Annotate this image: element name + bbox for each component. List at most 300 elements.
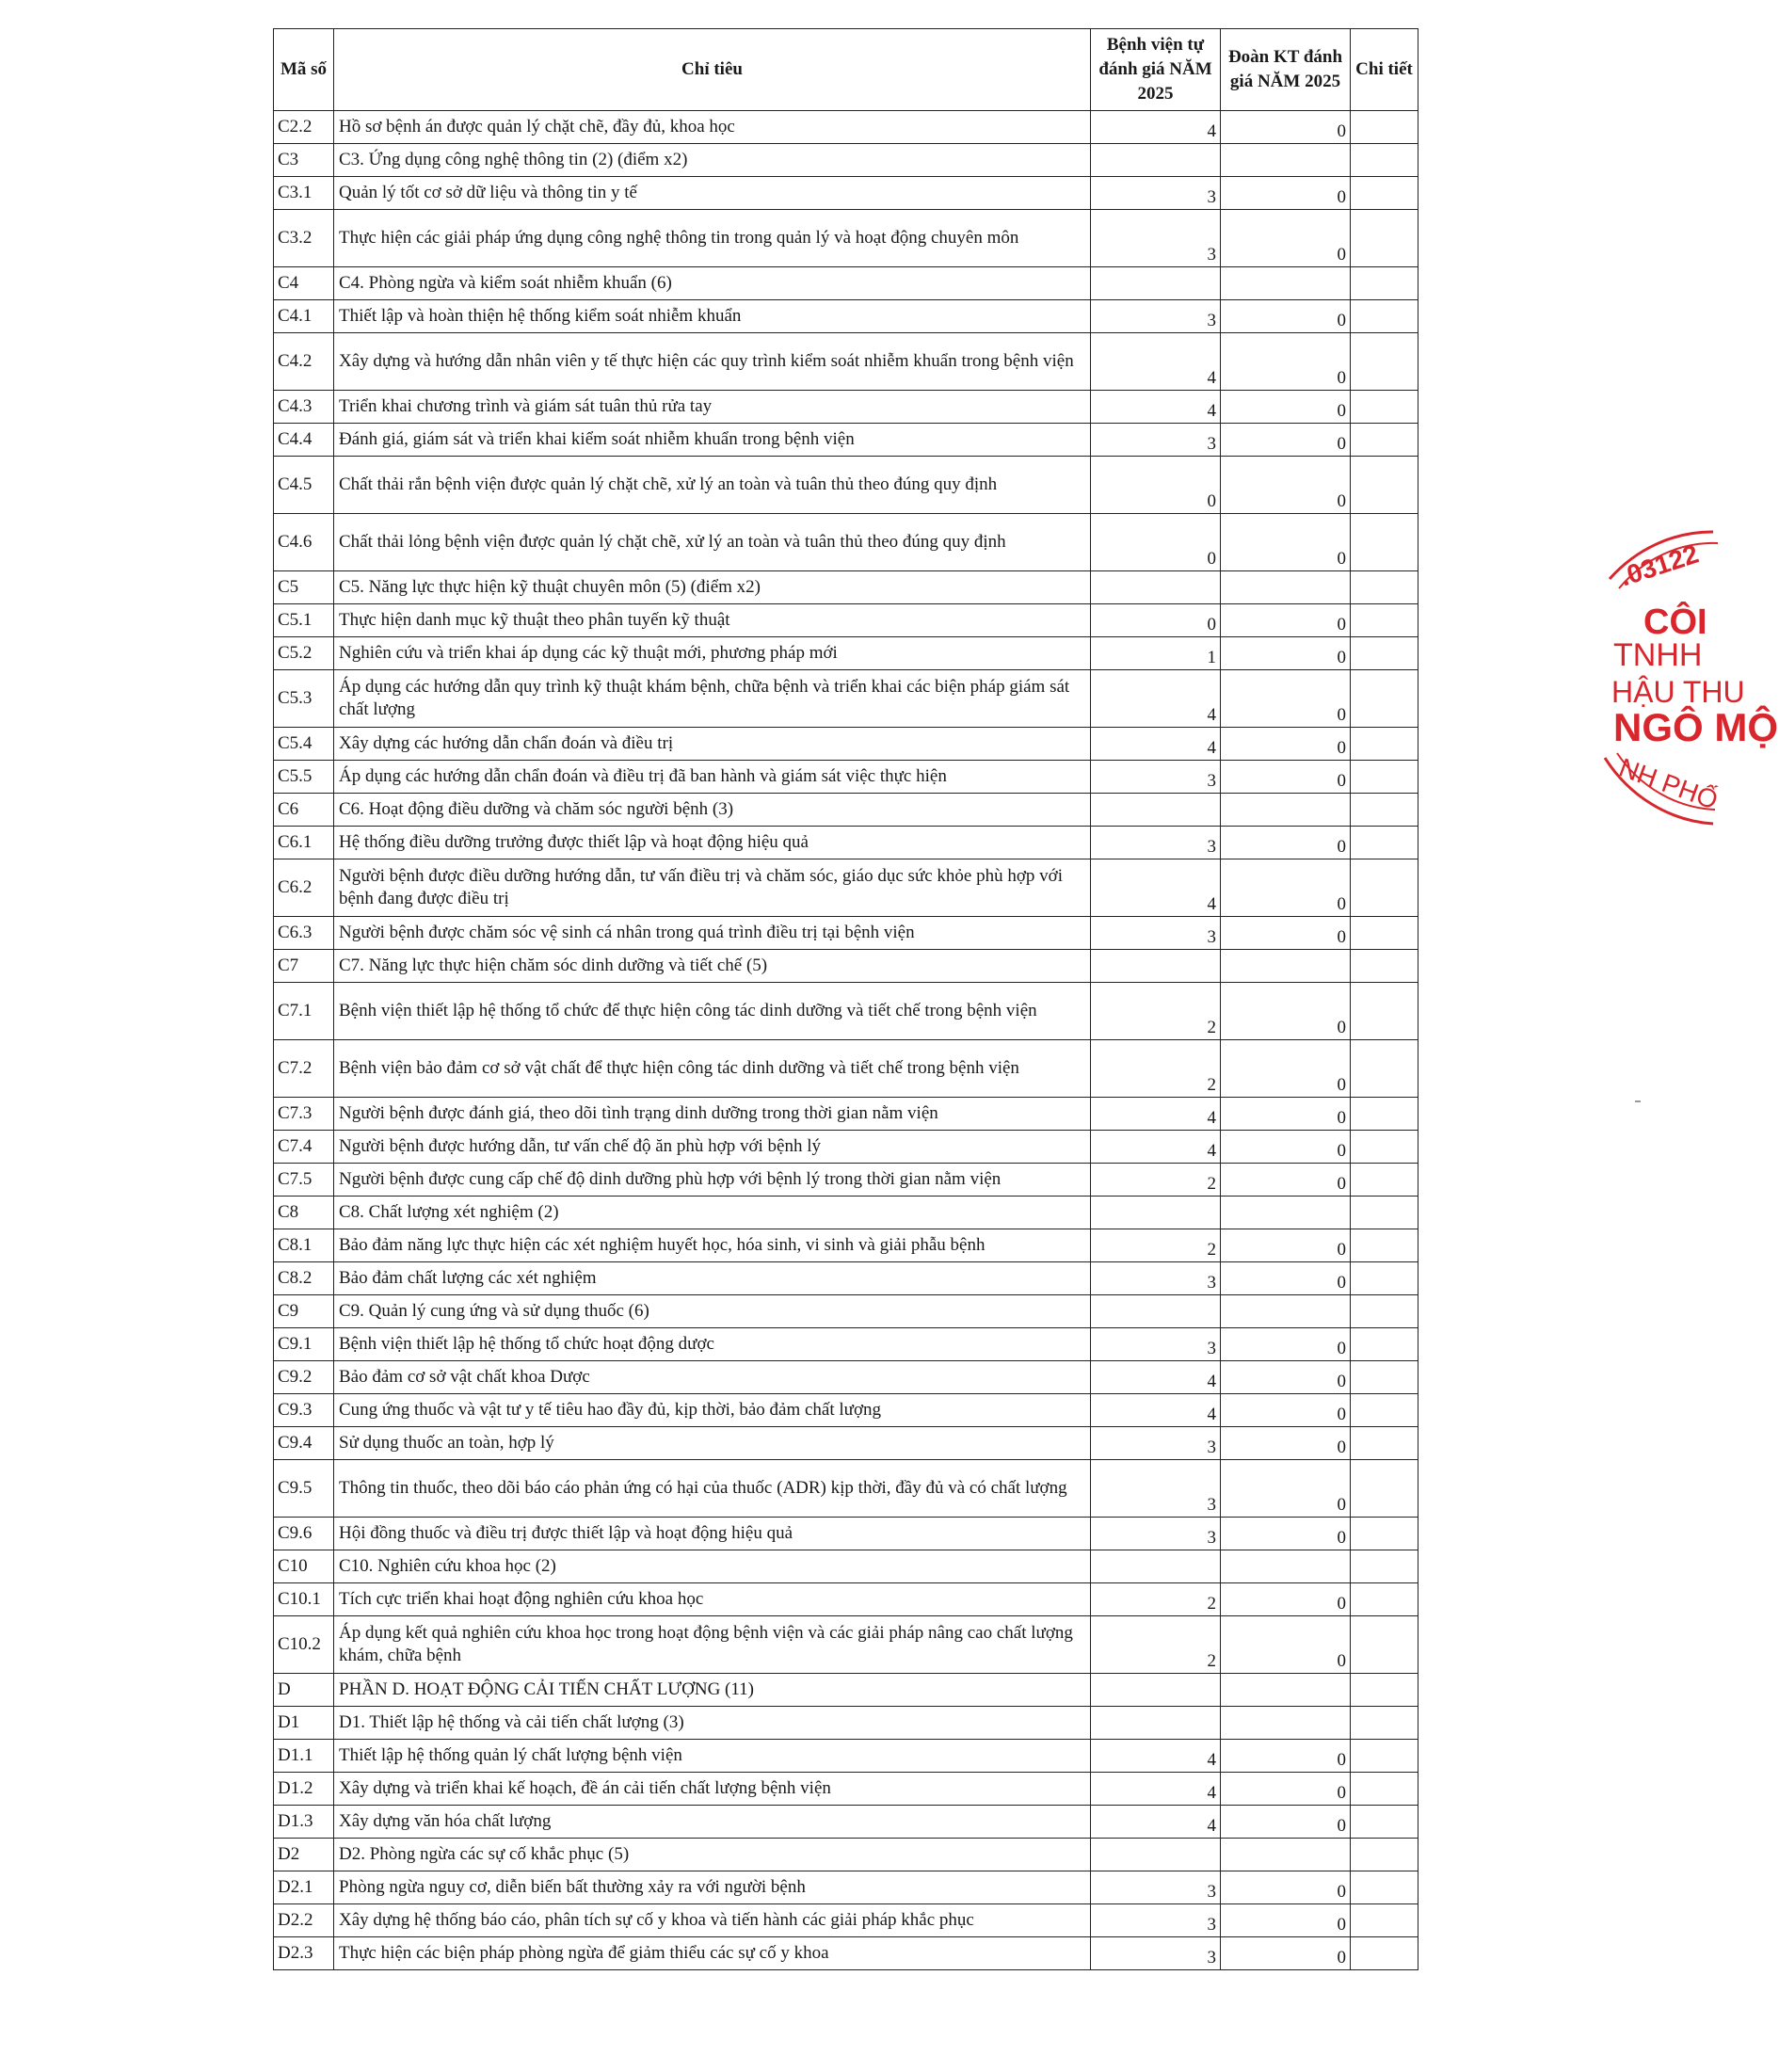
row-code: C9.6	[274, 1518, 334, 1550]
table-row	[274, 604, 1418, 637]
row-code: D	[274, 1674, 334, 1707]
row-criteria: Bảo đảm năng lực thực hiện các xét nghiệm huyết học, hóa sinh, vi sinh và giải phẫu bệnh	[334, 1229, 1091, 1262]
row-detail	[1351, 1229, 1418, 1262]
row-self-score: 4	[1091, 728, 1221, 761]
header-detail: Chi tiết	[1351, 29, 1418, 111]
row-criteria: Bảo đảm cơ sở vật chất khoa Dược	[334, 1361, 1091, 1394]
row-self-score	[1091, 1197, 1221, 1229]
table-row	[274, 1197, 1418, 1229]
row-team-score: 0	[1221, 333, 1351, 391]
row-criteria: Người bệnh được đánh giá, theo dõi tình trạng dinh dưỡng trong thời gian nằm viện	[334, 1098, 1091, 1131]
row-criteria: Phòng ngừa nguy cơ, diễn biến bất thường xảy ra với người bệnh	[334, 1871, 1091, 1904]
table-row	[274, 514, 1418, 571]
row-team-score: 0	[1221, 983, 1351, 1040]
row-criteria: C10. Nghiên cứu khoa học (2)	[334, 1550, 1091, 1583]
row-code: D2	[274, 1839, 334, 1871]
row-code: C5.1	[274, 604, 334, 637]
row-criteria: D2. Phòng ngừa các sự cố khắc phục (5)	[334, 1839, 1091, 1871]
table-row	[274, 1550, 1418, 1583]
row-self-score	[1091, 571, 1221, 604]
row-detail	[1351, 1197, 1418, 1229]
row-detail	[1351, 1295, 1418, 1328]
row-detail	[1351, 604, 1418, 637]
row-code: D2.3	[274, 1937, 334, 1970]
row-team-score: 0	[1221, 1773, 1351, 1806]
row-self-score: 0	[1091, 604, 1221, 637]
row-self-score: 3	[1091, 1427, 1221, 1460]
row-detail	[1351, 1328, 1418, 1361]
row-team-score: 0	[1221, 917, 1351, 950]
row-code: D2.1	[274, 1871, 334, 1904]
stamp-line-3: HẬU THU	[1611, 675, 1745, 709]
table-row	[274, 1806, 1418, 1839]
row-self-score: 4	[1091, 1131, 1221, 1164]
row-detail	[1351, 1098, 1418, 1131]
row-self-score	[1091, 1295, 1221, 1328]
row-team-score: 0	[1221, 1806, 1351, 1839]
row-criteria: C5. Năng lực thực hiện kỹ thuật chuyên môn (5) (điểm x2)	[334, 571, 1091, 604]
scan-mark	[1635, 1100, 1641, 1102]
row-criteria: Hội đồng thuốc và điều trị được thiết lập và hoạt động hiệu quả	[334, 1518, 1091, 1550]
row-criteria: Thiết lập và hoàn thiện hệ thống kiểm soát nhiễm khuẩn	[334, 300, 1091, 333]
row-self-score: 2	[1091, 1040, 1221, 1098]
row-detail	[1351, 950, 1418, 983]
row-code: C6	[274, 794, 334, 827]
stamp-line-4: NGÔ MỘ	[1613, 705, 1778, 749]
row-detail	[1351, 1427, 1418, 1460]
header-self-assessment: Bệnh viện tự đánh giá NĂM 2025	[1091, 29, 1221, 111]
row-self-score: 3	[1091, 300, 1221, 333]
row-team-score: 0	[1221, 1740, 1351, 1773]
row-criteria: Đánh giá, giám sát và triển khai kiểm soát nhiễm khuẩn trong bệnh viện	[334, 424, 1091, 457]
row-code: C8	[274, 1197, 334, 1229]
row-criteria: Áp dụng các hướng dẫn chẩn đoán và điều trị đã ban hành và giám sát việc thực hiện	[334, 761, 1091, 794]
row-self-score: 3	[1091, 1937, 1221, 1970]
row-detail	[1351, 827, 1418, 859]
row-team-score: 0	[1221, 761, 1351, 794]
row-self-score: 3	[1091, 1904, 1221, 1937]
row-criteria: Người bệnh được hướng dẫn, tư vấn chế độ ăn phù hợp với bệnh lý	[334, 1131, 1091, 1164]
row-criteria: Chất thải lỏng bệnh viện được quản lý chặt chẽ, xử lý an toàn và tuân thủ theo đúng quy định	[334, 514, 1091, 571]
row-code: C2.2	[274, 111, 334, 144]
row-detail	[1351, 1773, 1418, 1806]
row-detail	[1351, 1904, 1418, 1937]
row-code: C8.2	[274, 1262, 334, 1295]
row-detail	[1351, 637, 1418, 670]
row-detail	[1351, 210, 1418, 267]
table-row	[274, 144, 1418, 177]
row-team-score: 0	[1221, 177, 1351, 210]
row-criteria: Bảo đảm chất lượng các xét nghiệm	[334, 1262, 1091, 1295]
table-row	[274, 391, 1418, 424]
row-code: C10.2	[274, 1616, 334, 1674]
row-detail	[1351, 1740, 1418, 1773]
table-row	[274, 827, 1418, 859]
row-detail	[1351, 1937, 1418, 1970]
row-team-score: 0	[1221, 670, 1351, 728]
row-criteria: Áp dụng các hướng dẫn quy trình kỹ thuật khám bệnh, chữa bệnh và triển khai các biện pháp giám sát chất lượng	[334, 670, 1091, 728]
row-detail	[1351, 1871, 1418, 1904]
table-row	[274, 1361, 1418, 1394]
row-criteria: C9. Quản lý cung ứng và sử dụng thuốc (6)	[334, 1295, 1091, 1328]
row-team-score	[1221, 144, 1351, 177]
row-code: C7.5	[274, 1164, 334, 1197]
stamp-number: .03122	[1616, 538, 1703, 592]
row-self-score	[1091, 1550, 1221, 1583]
table-row	[274, 571, 1418, 604]
row-criteria: C6. Hoạt động điều dưỡng và chăm sóc người bệnh (3)	[334, 794, 1091, 827]
row-code: C4	[274, 267, 334, 300]
row-self-score	[1091, 144, 1221, 177]
row-code: C7.4	[274, 1131, 334, 1164]
table-row	[274, 111, 1418, 144]
row-criteria: Thiết lập hệ thống quản lý chất lượng bệnh viện	[334, 1740, 1091, 1773]
table-row	[274, 1040, 1418, 1098]
row-self-score: 2	[1091, 1616, 1221, 1674]
row-team-score	[1221, 267, 1351, 300]
row-team-score: 0	[1221, 300, 1351, 333]
row-team-score: 0	[1221, 391, 1351, 424]
row-criteria: D1. Thiết lập hệ thống và cải tiến chất lượng (3)	[334, 1707, 1091, 1740]
table-row	[274, 1328, 1418, 1361]
row-detail	[1351, 1262, 1418, 1295]
row-criteria: Thông tin thuốc, theo dõi báo cáo phản ứng có hại của thuốc (ADR) kịp thời, đầy đủ và có chất lượng	[334, 1460, 1091, 1518]
row-self-score: 2	[1091, 1229, 1221, 1262]
row-self-score: 3	[1091, 424, 1221, 457]
row-detail	[1351, 983, 1418, 1040]
row-detail	[1351, 457, 1418, 514]
table-row	[274, 1262, 1418, 1295]
row-criteria: Cung ứng thuốc và vật tư y tế tiêu hao đầy đủ, kịp thời, bảo đảm chất lượng	[334, 1394, 1091, 1427]
row-team-score	[1221, 1295, 1351, 1328]
row-code: C7.3	[274, 1098, 334, 1131]
row-self-score: 4	[1091, 1394, 1221, 1427]
row-self-score: 4	[1091, 333, 1221, 391]
row-self-score: 4	[1091, 1098, 1221, 1131]
table-row	[274, 1871, 1418, 1904]
row-team-score: 0	[1221, 1427, 1351, 1460]
row-code: C6.3	[274, 917, 334, 950]
row-code: C4.6	[274, 514, 334, 571]
table-row	[274, 1707, 1418, 1740]
row-detail	[1351, 1674, 1418, 1707]
row-self-score	[1091, 1839, 1221, 1871]
row-code: C10.1	[274, 1583, 334, 1616]
header-code: Mã số	[274, 29, 334, 111]
row-self-score: 4	[1091, 1361, 1221, 1394]
header-team-assessment: Đoàn KT đánh giá NĂM 2025	[1221, 29, 1351, 111]
row-self-score: 3	[1091, 210, 1221, 267]
row-team-score: 0	[1221, 1328, 1351, 1361]
table-row	[274, 333, 1418, 391]
row-team-score: 0	[1221, 1164, 1351, 1197]
row-code: C3	[274, 144, 334, 177]
table-row	[274, 1518, 1418, 1550]
row-team-score: 0	[1221, 1871, 1351, 1904]
row-self-score: 4	[1091, 391, 1221, 424]
row-team-score: 0	[1221, 604, 1351, 637]
table-row	[274, 1460, 1418, 1518]
row-criteria: Triển khai chương trình và giám sát tuân thủ rửa tay	[334, 391, 1091, 424]
table-row	[274, 1904, 1418, 1937]
row-self-score	[1091, 1674, 1221, 1707]
table-row	[274, 1295, 1418, 1328]
row-criteria: Người bệnh được chăm sóc vệ sinh cá nhân trong quá trình điều trị tại bệnh viện	[334, 917, 1091, 950]
row-code: D1	[274, 1707, 334, 1740]
row-detail	[1351, 1460, 1418, 1518]
row-code: C7.2	[274, 1040, 334, 1098]
row-criteria: PHẦN D. HOẠT ĐỘNG CẢI TIẾN CHẤT LƯỢNG (11)	[334, 1674, 1091, 1707]
table-row	[274, 1131, 1418, 1164]
criteria-table	[273, 28, 1418, 1970]
row-detail	[1351, 144, 1418, 177]
row-team-score: 0	[1221, 728, 1351, 761]
table-row	[274, 1427, 1418, 1460]
row-self-score	[1091, 1707, 1221, 1740]
row-team-score: 0	[1221, 457, 1351, 514]
row-detail	[1351, 111, 1418, 144]
row-self-score: 3	[1091, 1871, 1221, 1904]
row-criteria: C3. Ứng dụng công nghệ thông tin (2) (điểm x2)	[334, 144, 1091, 177]
row-team-score	[1221, 571, 1351, 604]
table-row	[274, 794, 1418, 827]
row-code: C9.1	[274, 1328, 334, 1361]
row-team-score: 0	[1221, 1937, 1351, 1970]
row-self-score: 2	[1091, 983, 1221, 1040]
row-code: D1.3	[274, 1806, 334, 1839]
row-code: C4.4	[274, 424, 334, 457]
company-stamp	[1591, 522, 1779, 833]
row-self-score: 3	[1091, 761, 1221, 794]
row-criteria: Hệ thống điều dưỡng trưởng được thiết lập và hoạt động hiệu quả	[334, 827, 1091, 859]
table-row	[274, 457, 1418, 514]
stamp-line-5: NH PHỐ	[1615, 752, 1723, 815]
row-code: C3.2	[274, 210, 334, 267]
row-criteria: Xây dựng hệ thống báo cáo, phân tích sự cố y khoa và tiến hành các giải pháp khắc phục	[334, 1904, 1091, 1937]
row-code: C4.1	[274, 300, 334, 333]
row-self-score: 3	[1091, 177, 1221, 210]
table-row	[274, 1394, 1418, 1427]
row-self-score: 3	[1091, 827, 1221, 859]
table-row	[274, 1839, 1418, 1871]
table-row	[274, 1583, 1418, 1616]
table-row	[274, 300, 1418, 333]
table-row	[274, 1616, 1418, 1674]
row-team-score	[1221, 1197, 1351, 1229]
row-detail	[1351, 1550, 1418, 1583]
row-team-score	[1221, 1550, 1351, 1583]
row-team-score: 0	[1221, 1131, 1351, 1164]
table-row	[274, 1937, 1418, 1970]
row-team-score: 0	[1221, 859, 1351, 917]
row-detail	[1351, 1394, 1418, 1427]
row-criteria: Chất thải rắn bệnh viện được quản lý chặt chẽ, xử lý an toàn và tuân thủ theo đúng quy định	[334, 457, 1091, 514]
row-detail	[1351, 514, 1418, 571]
row-detail	[1351, 1164, 1418, 1197]
row-code: C5	[274, 571, 334, 604]
row-self-score: 2	[1091, 1164, 1221, 1197]
row-team-score: 0	[1221, 1460, 1351, 1518]
row-code: C5.4	[274, 728, 334, 761]
row-team-score	[1221, 1674, 1351, 1707]
row-self-score: 4	[1091, 111, 1221, 144]
row-team-score: 0	[1221, 1040, 1351, 1098]
row-self-score: 3	[1091, 1460, 1221, 1518]
row-detail	[1351, 1131, 1418, 1164]
row-team-score: 0	[1221, 1262, 1351, 1295]
header-criteria: Chỉ tiêu	[334, 29, 1091, 111]
row-team-score: 0	[1221, 424, 1351, 457]
row-criteria: Xây dựng và hướng dẫn nhân viên y tế thực hiện các quy trình kiểm soát nhiễm khuẩn trong bệnh viện	[334, 333, 1091, 391]
table-row	[274, 1098, 1418, 1131]
row-detail	[1351, 267, 1418, 300]
row-team-score	[1221, 1839, 1351, 1871]
row-self-score: 2	[1091, 1583, 1221, 1616]
row-criteria: Áp dụng kết quả nghiên cứu khoa học trong hoạt động bệnh viện và các giải pháp nâng cao chất lượng khám, chữa bệnh	[334, 1616, 1091, 1674]
row-team-score: 0	[1221, 1904, 1351, 1937]
table-header-row	[274, 29, 1418, 111]
row-team-score: 0	[1221, 514, 1351, 571]
row-criteria: Thực hiện các biện pháp phòng ngừa để giảm thiểu các sự cố y khoa	[334, 1937, 1091, 1970]
row-detail	[1351, 1839, 1418, 1871]
row-detail	[1351, 1518, 1418, 1550]
row-criteria: Tích cực triển khai hoạt động nghiên cứu khoa học	[334, 1583, 1091, 1616]
table-row	[274, 1164, 1418, 1197]
table-row	[274, 670, 1418, 728]
row-self-score: 1	[1091, 637, 1221, 670]
row-self-score: 0	[1091, 514, 1221, 571]
table-row	[274, 177, 1418, 210]
row-team-score: 0	[1221, 1229, 1351, 1262]
row-code: C4.2	[274, 333, 334, 391]
row-detail	[1351, 859, 1418, 917]
row-detail	[1351, 728, 1418, 761]
row-criteria: Xây dựng các hướng dẫn chẩn đoán và điều trị	[334, 728, 1091, 761]
row-code: D2.2	[274, 1904, 334, 1937]
row-code: C6.1	[274, 827, 334, 859]
row-detail	[1351, 300, 1418, 333]
row-self-score	[1091, 794, 1221, 827]
row-code: C9	[274, 1295, 334, 1328]
row-criteria: Thực hiện các giải pháp ứng dụng công nghệ thông tin trong quản lý và hoạt động chuyên môn	[334, 210, 1091, 267]
row-detail	[1351, 1707, 1418, 1740]
row-criteria: Bệnh viện thiết lập hệ thống tổ chức để thực hiện công tác dinh dưỡng và tiết chế trong bệnh viện	[334, 983, 1091, 1040]
row-criteria: Hồ sơ bệnh án được quản lý chặt chẽ, đầy đủ, khoa học	[334, 111, 1091, 144]
row-criteria: Nghiên cứu và triển khai áp dụng các kỹ thuật mới, phương pháp mới	[334, 637, 1091, 670]
row-team-score: 0	[1221, 1518, 1351, 1550]
row-self-score: 3	[1091, 917, 1221, 950]
row-criteria: Thực hiện danh mục kỹ thuật theo phân tuyến kỹ thuật	[334, 604, 1091, 637]
row-team-score: 0	[1221, 1583, 1351, 1616]
row-self-score: 4	[1091, 1740, 1221, 1773]
row-detail	[1351, 177, 1418, 210]
row-code: D1.1	[274, 1740, 334, 1773]
row-detail	[1351, 333, 1418, 391]
table-row	[274, 424, 1418, 457]
row-self-score: 0	[1091, 457, 1221, 514]
row-code: C9.4	[274, 1427, 334, 1460]
row-code: C4.5	[274, 457, 334, 514]
row-self-score: 3	[1091, 1262, 1221, 1295]
row-code: C9.5	[274, 1460, 334, 1518]
row-team-score: 0	[1221, 111, 1351, 144]
evaluation-sheet	[273, 28, 1418, 1970]
table-row	[274, 210, 1418, 267]
stamp-line-2: TNHH	[1613, 637, 1703, 673]
row-detail	[1351, 424, 1418, 457]
row-detail	[1351, 391, 1418, 424]
row-code: C5.5	[274, 761, 334, 794]
row-criteria: Sử dụng thuốc an toàn, hợp lý	[334, 1427, 1091, 1460]
row-criteria: Quản lý tốt cơ sở dữ liệu và thông tin y tế	[334, 177, 1091, 210]
row-team-score	[1221, 950, 1351, 983]
stamp-line-1: CÔI	[1643, 602, 1707, 642]
table-row	[274, 637, 1418, 670]
table-row	[274, 1773, 1418, 1806]
row-code: C4.3	[274, 391, 334, 424]
row-criteria: C8. Chất lượng xét nghiệm (2)	[334, 1197, 1091, 1229]
row-criteria: Bệnh viện thiết lập hệ thống tổ chức hoạt động dược	[334, 1328, 1091, 1361]
row-self-score	[1091, 950, 1221, 983]
row-team-score: 0	[1221, 1361, 1351, 1394]
table-row	[274, 950, 1418, 983]
row-criteria: Người bệnh được cung cấp chế độ dinh dưỡng phù hợp với bệnh lý trong thời gian nằm viện	[334, 1164, 1091, 1197]
row-criteria: Xây dựng văn hóa chất lượng	[334, 1806, 1091, 1839]
row-criteria: Bệnh viện bảo đảm cơ sở vật chất để thực hiện công tác dinh dưỡng và tiết chế trong bệnh viện	[334, 1040, 1091, 1098]
row-code: C10	[274, 1550, 334, 1583]
row-team-score: 0	[1221, 827, 1351, 859]
row-criteria: C7. Năng lực thực hiện chăm sóc dinh dưỡng và tiết chế (5)	[334, 950, 1091, 983]
row-code: D1.2	[274, 1773, 334, 1806]
table-row	[274, 1740, 1418, 1773]
row-code: C8.1	[274, 1229, 334, 1262]
row-detail	[1351, 794, 1418, 827]
table-row	[274, 728, 1418, 761]
row-self-score	[1091, 267, 1221, 300]
row-code: C7.1	[274, 983, 334, 1040]
row-detail	[1351, 1806, 1418, 1839]
table-row	[274, 1674, 1418, 1707]
row-self-score: 4	[1091, 859, 1221, 917]
row-criteria: Người bệnh được điều dưỡng hướng dẫn, tư vấn điều trị và chăm sóc, giáo dục sức khỏe phù hợp với bệnh đang được điều trị	[334, 859, 1091, 917]
row-criteria: C4. Phòng ngừa và kiểm soát nhiễm khuẩn (6)	[334, 267, 1091, 300]
row-self-score: 4	[1091, 670, 1221, 728]
row-detail	[1351, 1361, 1418, 1394]
row-detail	[1351, 1616, 1418, 1674]
row-code: C7	[274, 950, 334, 983]
row-team-score: 0	[1221, 1616, 1351, 1674]
row-team-score: 0	[1221, 1098, 1351, 1131]
table-row	[274, 917, 1418, 950]
row-detail	[1351, 1040, 1418, 1098]
row-code: C9.3	[274, 1394, 334, 1427]
row-team-score	[1221, 1707, 1351, 1740]
row-detail	[1351, 761, 1418, 794]
row-detail	[1351, 1583, 1418, 1616]
row-detail	[1351, 571, 1418, 604]
table-row	[274, 267, 1418, 300]
table-row	[274, 983, 1418, 1040]
row-self-score: 4	[1091, 1806, 1221, 1839]
row-team-score: 0	[1221, 637, 1351, 670]
row-code: C5.2	[274, 637, 334, 670]
row-code: C5.3	[274, 670, 334, 728]
table-body	[274, 111, 1418, 1970]
row-detail	[1351, 670, 1418, 728]
table-row	[274, 761, 1418, 794]
row-detail	[1351, 917, 1418, 950]
row-self-score: 3	[1091, 1518, 1221, 1550]
